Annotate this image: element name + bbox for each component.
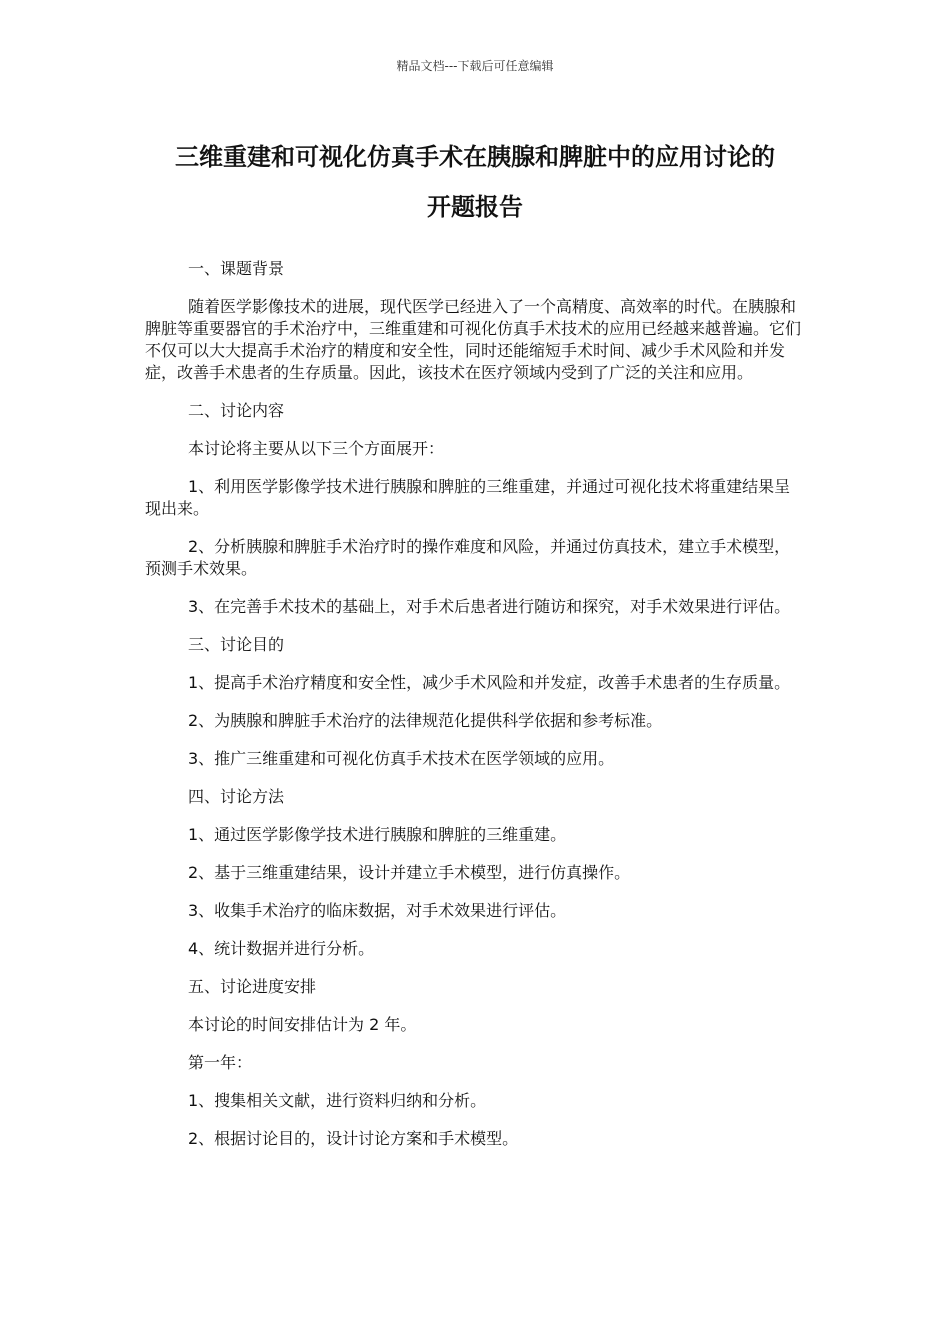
list-item: 1、提高手术治疗精度和安全性，减少手术风险和并发症，改善手术患者的生存质量。 bbox=[188, 673, 791, 692]
section-heading-content: 二、讨论内容 bbox=[188, 401, 285, 420]
list-item: 2、基于三维重建结果，设计并建立手术模型，进行仿真操作。 bbox=[188, 863, 631, 882]
list-item: 3、在完善手术技术的基础上，对手术后患者进行随访和探究，对手术效果进行评估。 bbox=[188, 597, 791, 616]
title-line-2: 开题报告 bbox=[427, 193, 523, 221]
list-item: 2、分析胰腺和脾脏手术治疗时的操作难度和风险，并通过仿真技术，建立手术模型，预测手术效果。 bbox=[145, 537, 791, 578]
document-body bbox=[145, 258, 805, 1166]
page-header: 精品文档---下载后可任意编辑 bbox=[396, 59, 554, 73]
list-item: 1、通过医学影像学技术进行胰腺和脾脏的三维重建。 bbox=[188, 825, 567, 844]
list-item: 2、为胰腺和脾脏手术治疗的法律规范化提供科学依据和参考标准。 bbox=[188, 711, 663, 730]
paragraph-schedule-intro: 本讨论的时间安排估计为 2 年。 bbox=[188, 1015, 417, 1034]
list-item: 2、根据讨论目的，设计讨论方案和手术模型。 bbox=[188, 1129, 519, 1148]
section-heading-schedule: 五、讨论进度安排 bbox=[188, 977, 317, 996]
section-heading-background: 一、课题背景 bbox=[188, 259, 285, 278]
section-heading-methods: 四、讨论方法 bbox=[188, 787, 285, 806]
list-item: 3、收集手术治疗的临床数据，对手术效果进行评估。 bbox=[188, 901, 567, 920]
list-item: 3、推广三维重建和可视化仿真手术技术在医学领域的应用。 bbox=[188, 749, 615, 768]
list-item: 4、统计数据并进行分析。 bbox=[188, 939, 375, 958]
title-line-1: 三维重建和可视化仿真手术在胰腺和脾脏中的应用讨论的 bbox=[175, 143, 775, 171]
paragraph-content-intro: 本讨论将主要从以下三个方面展开： bbox=[188, 439, 445, 458]
paragraph-background: 随着医学影像技术的进展，现代医学已经进入了一个高精度、高效率的时代。在胰腺和脾脏等重要器官的手术治疗中，三维重建和可视化仿真手术技术的应用已经越来越普遍。它们不仅可以大大提高手术治疗的精度和安全性，同时还能缩短手术时间、减少手术风险和并发症，改善手术患者的生存质量。因此，该技术在医疗领域内受到了广泛的关注和应用。 bbox=[145, 297, 802, 382]
section-heading-purpose: 三、讨论目的 bbox=[188, 635, 285, 654]
list-item: 1、利用医学影像学技术进行胰腺和脾脏的三维重建，并通过可视化技术将重建结果呈现出来。 bbox=[145, 477, 791, 518]
document-title bbox=[145, 132, 805, 232]
list-item: 1、搜集相关文献，进行资料归纳和分析。 bbox=[188, 1091, 487, 1110]
schedule-year-label: 第一年： bbox=[188, 1053, 253, 1072]
